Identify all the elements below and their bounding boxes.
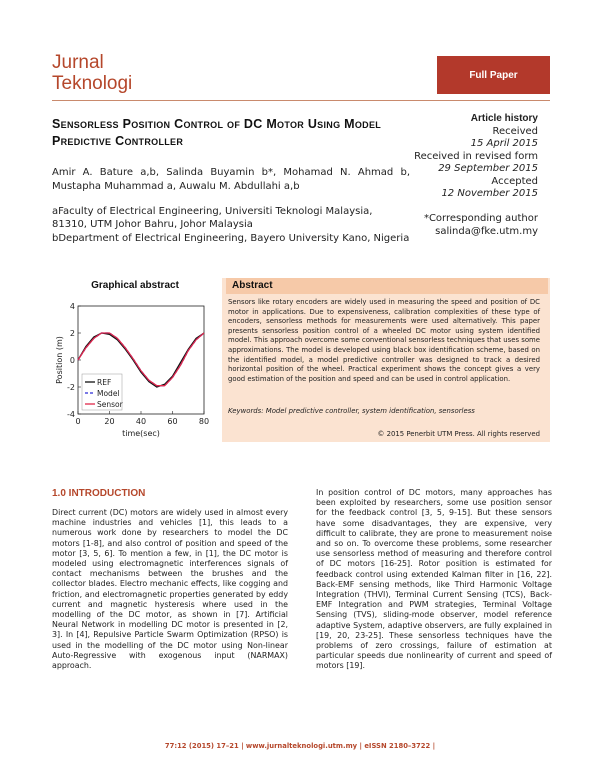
y-axis-label: Position (m) xyxy=(55,336,64,384)
keywords: Keywords: Model predictive controller, system identification, sensorless xyxy=(228,407,475,415)
y-tick-label: 2 xyxy=(69,329,75,338)
x-tick-label: 40 xyxy=(135,417,147,426)
journal-logo xyxy=(52,52,132,94)
y-tick-label: -4 xyxy=(67,410,75,419)
x-axis-label: time(sec) xyxy=(122,429,160,438)
y-tick-label: 0 xyxy=(69,356,75,365)
section-heading: 1.0 INTRODUCTION xyxy=(52,488,146,499)
author-list: Amir A. Bature a,b, Salinda Buyamin b*, Mohamad N. Ahmad b, Mustapha Muhammad a, Auwalu M. Abdullahi a,b xyxy=(52,167,410,192)
x-tick-label: 80 xyxy=(198,417,210,426)
y-tick-label: -2 xyxy=(67,383,75,392)
affiliation-b: bDepartment of Electrical Engineering, Bayero University Kano, Nigeria xyxy=(52,233,410,244)
accepted-date: 12 November 2015 xyxy=(441,188,538,199)
corresponding-email[interactable]: salinda@fke.utm.my xyxy=(435,226,538,237)
copyright: © 2015 Penerbit UTM Press. All rights reserved xyxy=(377,430,540,438)
position-chart xyxy=(52,294,218,444)
legend-label: Sensor xyxy=(97,400,123,409)
page-footer: 77:12 (2015) 17–21 | www.jurnalteknologi.utm.my | eISSN 2180–3722 | xyxy=(164,742,436,750)
body-column-right: In position control of DC motors, many approaches has been exploited by researchers, some use position sensor for the feedback control [3, 5, 9-15]. But these sensors have some disadvantages, they are expensive, very difficult to calibrate, they are prone to measurement noise and so on. To overcome these problems, some researcher use sensorless method of measuring and therefore control of DC motors [16-25]. Rotor position is estimated for feedback control using extended Kalman filter in [16, 22]. Back-EMF sensing methods, like Third Harmonic Voltage Integration (THVI), Terminal Current Sensing (TCS), Back-EMF Integration and PWM strategies, Terminal Voltage Sensing (TVS), sliding-mode observer, model reference adaptive System, adaptive observers, are fully explained in [19, 20, 23-25]. These sensorless techniques have the problems of zero crossings, failure of estimation at particular speeds due nonlinearity of current and speed of motors [19]. xyxy=(316,488,552,671)
full-paper-badge: Full Paper xyxy=(437,56,550,94)
journal-name-line1: Jurnal xyxy=(52,52,104,73)
accepted-label: Accepted xyxy=(491,175,538,187)
graphical-abstract-title: Graphical abstract xyxy=(91,280,179,291)
received-date: 15 April 2015 xyxy=(470,138,538,149)
x-tick-label: 20 xyxy=(104,417,115,426)
corresponding-label: *Corresponding author xyxy=(423,213,538,224)
revised-label: Received in revised form xyxy=(414,150,538,162)
journal-name-line2: Teknologi xyxy=(52,73,133,94)
abstract-text: Sensors like rotary encoders are widely used in measuring the speed and position of DC motor in applications. Due to expensiveness, calibration complexities of these type of encoders, sensorless methods for measurements were used alternatively. This paper presents sensorless position control of a wheeled DC motor using system identified model. This approach overcome some conventional sensorless techniques that uses some approximations. The model is developed using black box identification scheme, based on the identified model, a model predictive controller was designed to track a desired horizontal position of the wheel. Practical experiment shows the concept gives a very good estimation of the position and speed and can be used in control application. xyxy=(228,298,540,383)
affiliation-a: aFaculty of Electrical Engineering, Universiti Teknologi Malaysia, 81310, UTM Johor Bahru, Johor Malaysia xyxy=(52,206,373,230)
header-divider xyxy=(52,100,550,101)
history-heading: Article history xyxy=(470,113,538,124)
legend-label: REF xyxy=(97,378,112,387)
paper-title xyxy=(52,116,412,150)
x-tick-label: 60 xyxy=(167,417,178,426)
legend-label: Model xyxy=(97,389,120,398)
corresponding-author xyxy=(402,212,538,238)
affiliations xyxy=(52,205,410,246)
received-label: Received xyxy=(492,125,538,137)
revised-date: 29 September 2015 xyxy=(438,163,538,174)
article-history xyxy=(412,113,538,201)
x-tick-label: 0 xyxy=(75,417,81,426)
body-column-left: Direct current (DC) motors are widely used in almost every machine industries and vehicles [1], this leads to a numerous work done by researchers to model the DC motors [1-8], and also control of position and speed of the motor [3, 5, 6]. To mention a few, in [1], the DC motor is modeled using electromagnetic interferences signals of contact mechanisms between the brushes and the collector blades. Electro mechanic effects, like cogging and friction, and electromagnetic properties generated by eddy current and magnetic hysteresis where used in the modelling of the DC motor, as shown in [7]. Artificial Neural Network in modelling DC motor is presented in [2, 3]. In [4], Repulsive Particle Swarm Optimization (RPSO) is used in the modelling of the DC motor using Non-linear Auto-Regressive with exogenous input (NARMAX) approach. xyxy=(52,508,288,671)
paper-title-text: Sensorless Position Control of DC Motor Using Model Predictive Controller xyxy=(52,117,382,148)
y-tick-label: 4 xyxy=(69,302,75,311)
abstract-heading: Abstract xyxy=(226,278,548,294)
